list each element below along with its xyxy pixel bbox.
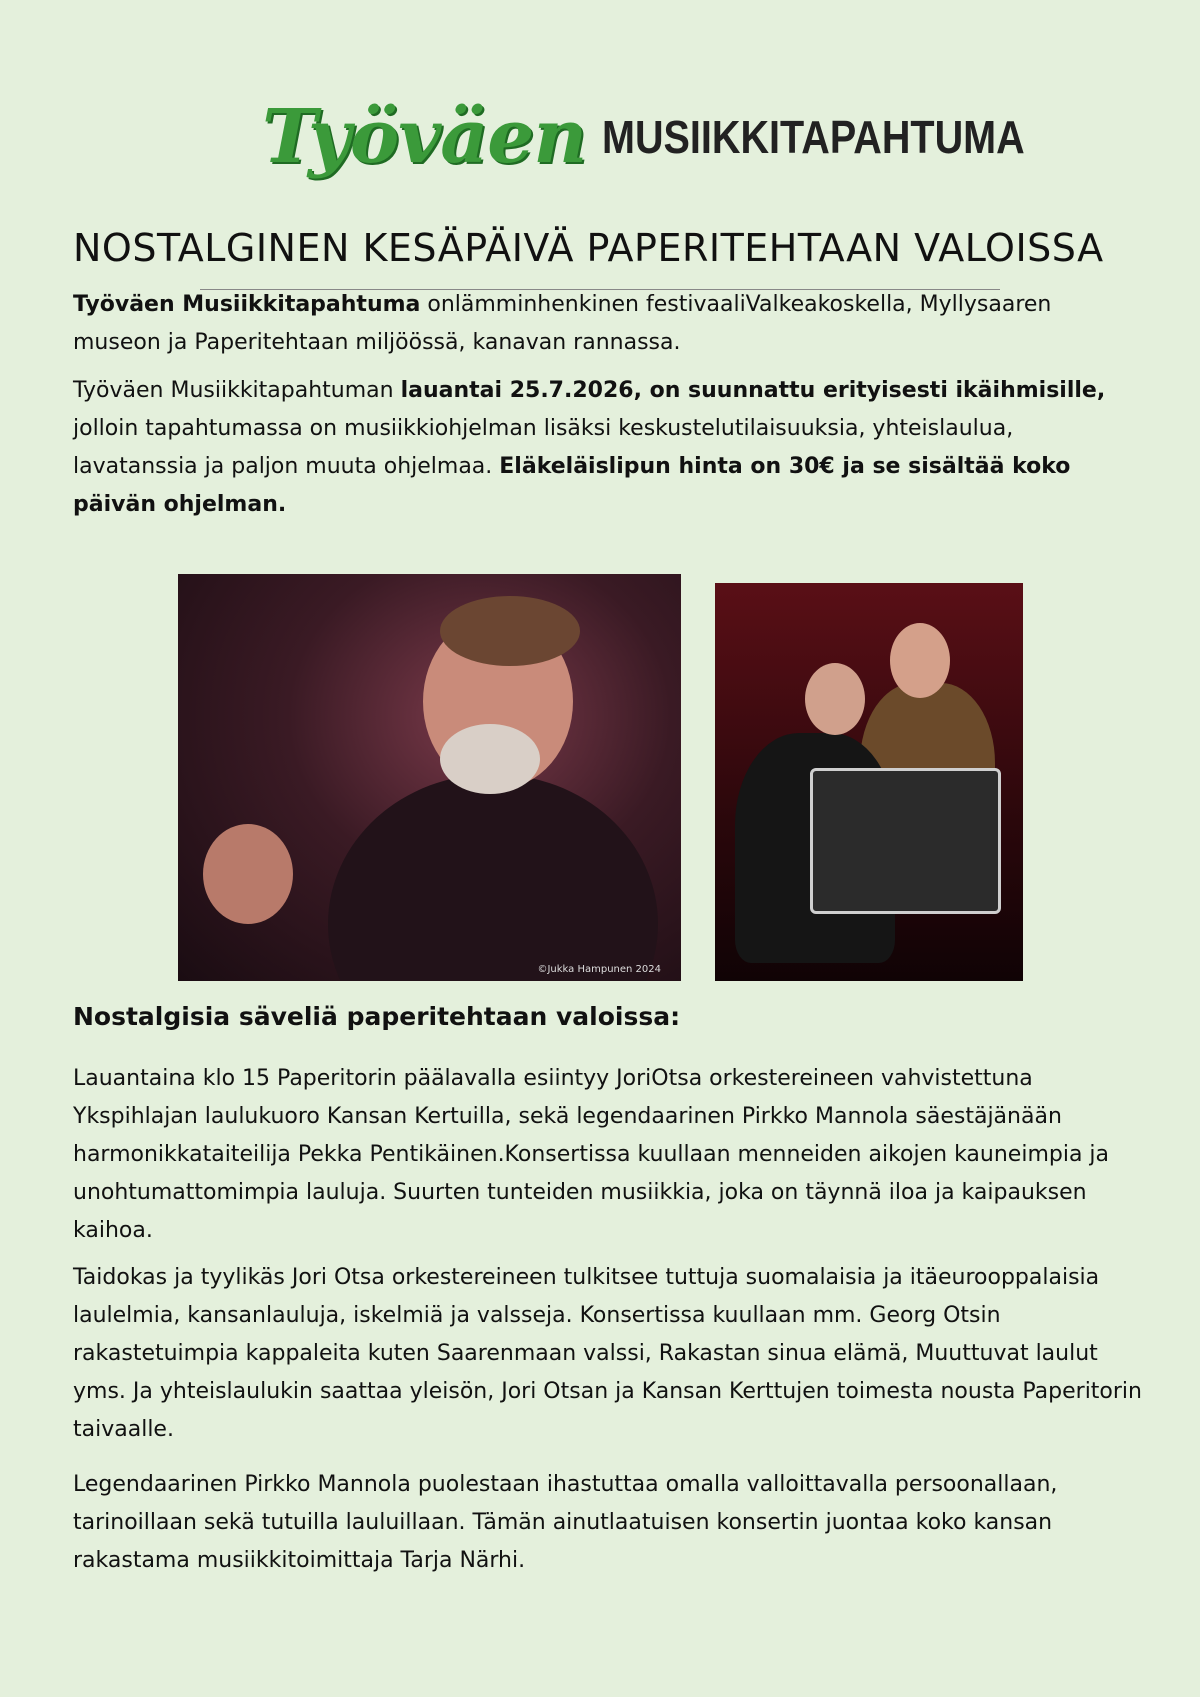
singer-hand — [203, 824, 293, 924]
saturday-bold-1: lauantai 25.7.2026, on suunnattu erityisesti ikäihmisille, — [400, 378, 1106, 403]
singer-figure — [328, 774, 658, 981]
saturday-bold-2: Eläkeläislipun hinta on 30€ ja se sisältää koko päivän ohjelman. — [73, 454, 1071, 517]
saturday-text-2: jolloin tapahtumassa on musiikkiohjelman lisäksi keskustelutilaisuuksia, yhteislaulua, lavatanssia ja paljon muuta ohjelmaa. — [73, 416, 1014, 479]
logo-caps-text: MUSIIKKITAPAHTUMA — [602, 111, 1025, 163]
intro-paragraph — [73, 286, 1143, 362]
woman-head — [890, 623, 950, 698]
event-logo — [262, 82, 1025, 192]
page-title: NOSTALGINEN KESÄPÄIVÄ PAPERITEHTAAN VALOISSA — [73, 226, 1104, 270]
singer-photo — [178, 574, 681, 981]
singer-hair — [440, 596, 580, 666]
concert-paragraph: Lauantaina klo 15 Paperitorin päälavalla esiintyy JoriOtsa orkestereineen vahvistettuna Ykspihlajan laulukuoro Kansan Kertuilla, sekä legendaarinen Pirkko Mannola säestäjänään harmonikkataiteilija Pekka Pentikäinen.Konsertissa kuullaan menneiden aikojen kauneimpia ja unohtumattomimpia lauluja. Suurten tunteiden musiikkia, joka on täynnä iloa ja kaipauksen kaihoa. — [73, 1066, 1110, 1243]
intro-text: onlämminhenkinen festivaaliValkeakoskella, Myllysaaren museon ja Paperitehtaan miljöössä, kanavan rannassa. — [73, 292, 1052, 355]
photo-credit: ©Jukka Hampunen 2024 — [537, 964, 661, 975]
singer-beard — [440, 724, 540, 794]
section-subheading: Nostalgisia säveliä paperitehtaan valoissa: — [73, 1002, 681, 1031]
otsa-paragraph: Taidokas ja tyylikäs Jori Otsa orkestereineen tulkitsee tuttuja suomalaisia ja itäeurooppalaisia laulelmia, kansanlauluja, iskelmiä ja valsseja. Konsertissa kuullaan mm. Georg Otsin rakastetuimpia kappaleita kuten Saarenmaan valssi, Rakastan sinua elämä, Muuttuvat laulut yms. Ja yhteislaulukin saattaa yleisön, Jori Otsan ja Kansan Kerttujen toimesta nousta Paperitorin taivaalle. — [73, 1265, 1142, 1442]
duo-photo — [715, 583, 1023, 981]
man-head — [805, 663, 865, 735]
accordion — [810, 768, 1001, 914]
intro-bold: Työväen Musiikkitapahtuma — [73, 292, 421, 317]
mannola-paragraph: Legendaarinen Pirkko Mannola puolestaan ihastuttaa omalla valloittavalla persoonallaan, tarinoillaan sekä tutuilla lauluillaan. Tämän ainutlaatuisen konsertin juontaa koko kansan rakastama musiikkitoimittaja Tarja Närhi. — [73, 1472, 1058, 1573]
logo-script-text: Työväen — [262, 94, 587, 180]
saturday-text-1: Työväen Musiikkitapahtuman — [73, 378, 401, 403]
saturday-paragraph — [73, 372, 1143, 524]
